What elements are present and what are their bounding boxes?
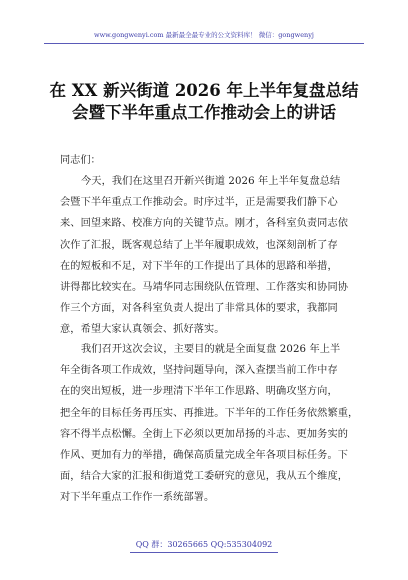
- paragraph-line: 讲得都比较实在。马靖华同志围绕队伍管理、工作落实和协同协: [60, 282, 349, 294]
- page-footer: QQ 群：30265665 QQ:535304092: [135, 540, 273, 549]
- paragraph-line: 容不得半点松懈。全街上下必须以更加昂扬的斗志、更加务实的: [60, 428, 349, 440]
- title-line-1: 在 XX 新兴街道 2026 年上半年复盘总结: [49, 81, 359, 100]
- paragraph-line: 在的短板和不足，对下半年的工作提出了具体的思路和举措，: [60, 260, 338, 272]
- paragraph-line: 今天，我们在这里召开新兴街道 2026 年上半年复盘总结: [81, 176, 341, 187]
- paragraph-line: 把全年的目标任务再压实、再推进。下半年的工作任务依然繁重，: [60, 407, 359, 419]
- paragraph-line: 作三个方面，对各科室负责人提出了非常具体的要求，我都同: [60, 303, 338, 315]
- paragraph-line: 次作了汇报，既客观总结了上半年履职成效，也深刻剖析了存: [60, 239, 338, 251]
- paragraph-line: 作风、更加有力的举措，确保高质量完成全年各项目标任务。下: [60, 450, 349, 462]
- header-divider: [44, 43, 364, 44]
- paragraph-line: 面，结合大家的汇报和街道党工委研究的意见，我从五个维度，: [60, 471, 349, 483]
- paragraph-line: 年全街各项工作成效，坚持问题导向，深入查摆当前工作中存: [60, 365, 338, 377]
- paragraph-line: 意，希望大家认真领会、抓好落实。: [60, 324, 225, 336]
- paragraph-line: 会暨下半年重点工作推动会。时序过半，正是需要我们静下心: [60, 197, 338, 209]
- paragraph-line: 我们召开这次会议，主要目的就是全面复盘 2026 年上半: [81, 344, 341, 355]
- title-line-2: 会暨下半年重点工作推动会上的讲话: [72, 103, 336, 122]
- paragraph-line: 来、回望来路、校准方向的关键节点。刚才，各科室负责同志依: [60, 218, 349, 230]
- document-title: [0, 80, 408, 124]
- paragraph-2: [60, 339, 360, 509]
- salutation: 同志们：: [60, 155, 101, 166]
- paragraph-line: 在的突出短板，进一步理清下半年工作思路、明确攻坚方向，: [60, 386, 338, 398]
- page-header: www.gongwenyi.com 最新最全最专业的公文资料库！ 微信：gongwenyj: [94, 31, 314, 39]
- paragraph-1: [60, 171, 360, 341]
- footer-divider: [130, 552, 278, 553]
- paragraph-line: 对下半年重点工作作一系统部署。: [60, 492, 215, 504]
